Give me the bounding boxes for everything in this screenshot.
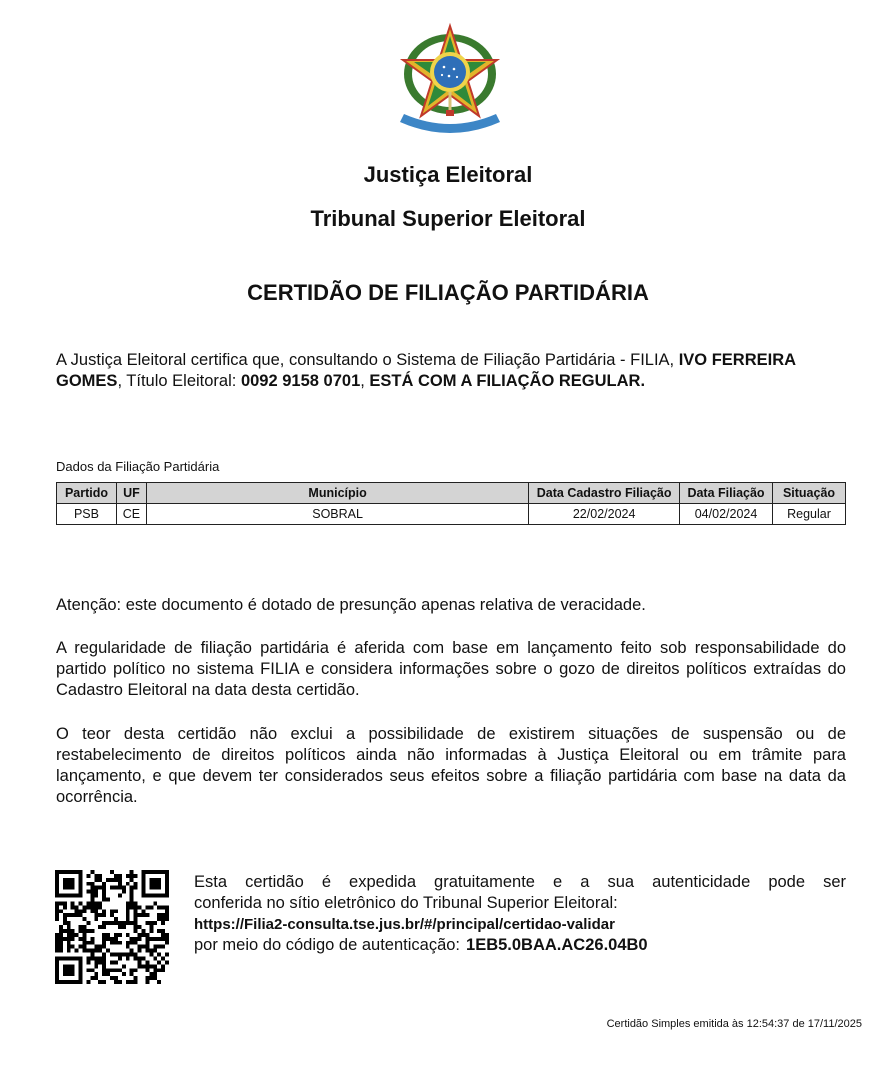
- intro-text: , Título Eleitoral:: [117, 372, 241, 390]
- court-name: Tribunal Superior Eleitoral: [310, 206, 586, 231]
- issue-timestamp: Certidão Simples emitida às 12:54:37 de 17/11/2025: [606, 1018, 862, 1030]
- column-header-partido: Partido: [57, 483, 117, 504]
- attention-note: Atenção: este documento é dotado de presunção apenas relativa de veracidade.: [56, 596, 646, 614]
- table-header-row: [57, 483, 846, 504]
- brazil-coat-of-arms-icon: [396, 22, 504, 134]
- authentication-text-line-1: Esta certidão é expedida gratuitamente e a sua autenticidade pode ser: [194, 873, 846, 891]
- cell-municipio: SOBRAL: [146, 504, 528, 525]
- authentication-code: 1EB5.0BAA.AC26.04B0: [466, 936, 648, 954]
- voter-name: IVO FERREIRA GOMES: [56, 351, 796, 390]
- column-header-uf: UF: [116, 483, 146, 504]
- organization-name: Justiça Eleitoral: [363, 162, 533, 187]
- column-header-municipio: Município: [146, 483, 528, 504]
- cell-uf: CE: [116, 504, 146, 525]
- qr-code-icon: [55, 870, 169, 984]
- affiliation-table: [56, 482, 846, 525]
- affiliation-status: ESTÁ COM A FILIAÇÃO REGULAR.: [369, 372, 646, 390]
- authentication-text-line-2: conferida no sítio eletrônico do Tribunal Superior Eleitoral:: [194, 894, 618, 912]
- column-header-data-filiacao: Data Filiação: [680, 483, 773, 504]
- intro-text: ,: [360, 372, 370, 390]
- cell-situacao: Regular: [772, 504, 845, 525]
- cell-data-cadastro: 22/02/2024: [529, 504, 680, 525]
- column-header-situacao: Situação: [772, 483, 845, 504]
- intro-text: A Justiça Eleitoral certifica que, consultando o Sistema de Filiação Partidária - FILIA,: [56, 351, 679, 369]
- cell-partido: PSB: [57, 504, 117, 525]
- certification-statement: [56, 350, 846, 392]
- table-caption: Dados da Filiação Partidária: [56, 459, 220, 474]
- column-header-data-cadastro: Data Cadastro Filiação: [529, 483, 680, 504]
- table-row: [57, 504, 846, 525]
- authentication-block: [194, 872, 846, 956]
- scope-paragraph: O teor desta certidão não exclui a possibilidade de existirem situações de suspensão ou de restabelecimento de direitos políticos ainda não informadas à Justiça Eleitoral ou em trâmite para lançamento, e que devem ter considerados seus efeitos sobre a filiação partidária com base na data da ocorrência.: [56, 725, 846, 806]
- voter-title-number: 0092 9158 0701: [240, 372, 361, 390]
- validation-url-link[interactable]: https://Filia2-consulta.tse.jus.br/#/principal/certidao-validar: [194, 916, 615, 933]
- regularity-paragraph: A regularidade de filiação partidária é aferida com base em lançamento feito sob responsabilidade do partido político no sistema FILIA e considera informações sobre o gozo de direitos políticos extraídas do Cadastro Eleitoral na data desta certidão.: [56, 639, 846, 699]
- cell-data-filiacao: 04/02/2024: [680, 504, 773, 525]
- authentication-code-line: [194, 935, 846, 956]
- authentication-code-label: por meio do código de autenticação:: [194, 936, 461, 954]
- document-title: CERTIDÃO DE FILIAÇÃO PARTIDÁRIA: [247, 280, 649, 305]
